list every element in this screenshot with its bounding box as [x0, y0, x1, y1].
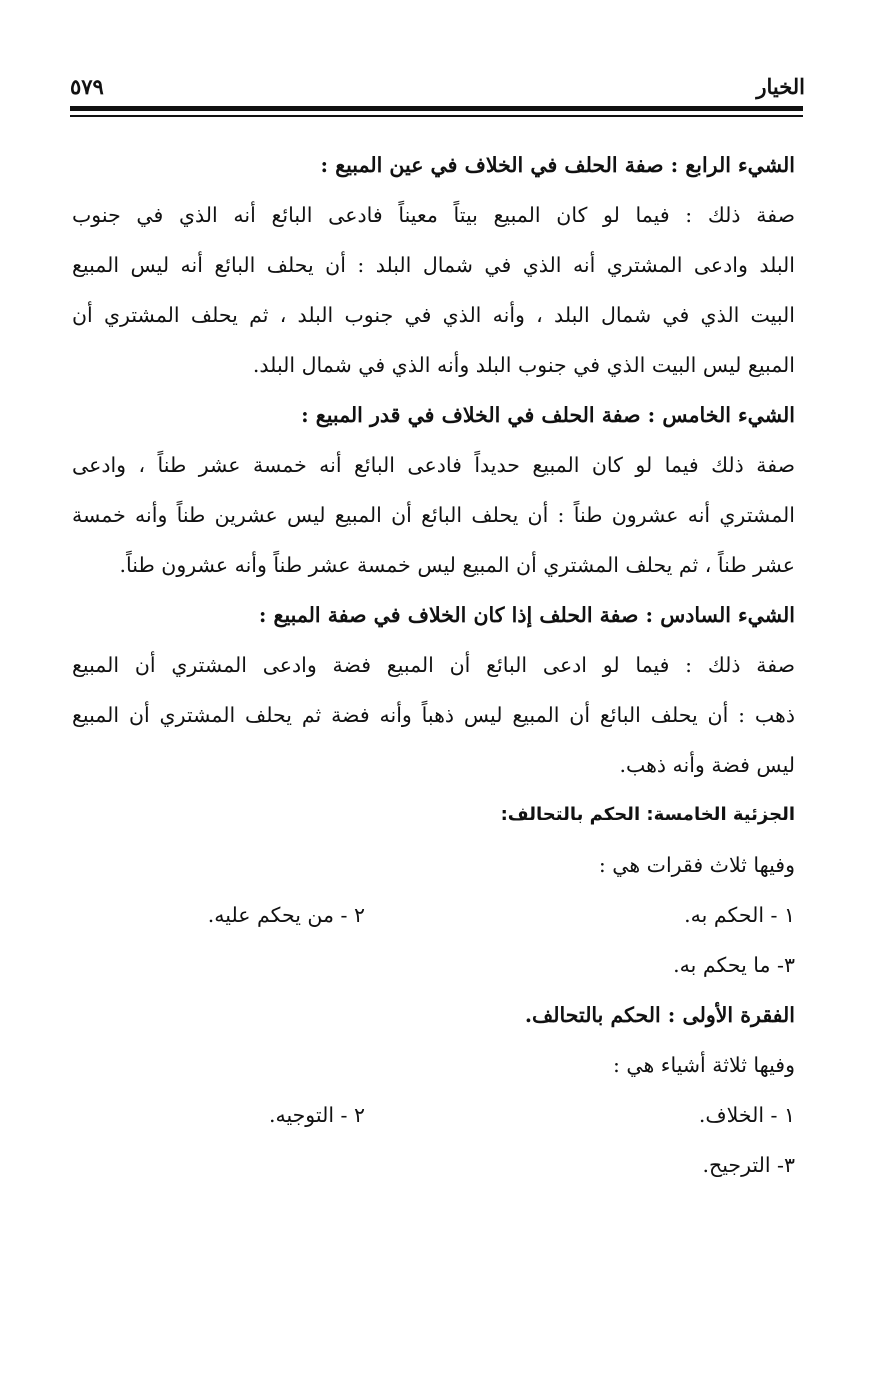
header-rule-thin: [70, 115, 803, 117]
paragraph-heading: الفقرة الأولى : الحكم بالتحالف.: [524, 1003, 795, 1027]
section-heading: الشيء الخامس : صفة الحلف في الخلاف في قدر المبيع :: [301, 403, 795, 427]
list-item: ١ - الحكم به.: [684, 903, 795, 927]
list-row: [72, 940, 795, 990]
paragraph-line: صفة ذلك فيما لو كان المبيع حديداً فادعى البائع أنه خمسة عشر طناً ، وادعى: [72, 453, 795, 477]
list-item: ٢ - التوجيه.: [268, 1103, 365, 1127]
section-heading: الشيء السادس : صفة الحلف إذا كان الخلاف في صفة المبيع :: [258, 603, 795, 627]
paragraph-line: البيت الذي في شمال البلد ، وأنه الذي في جنوب البلد ، ثم يحلف المشتري أن: [72, 303, 795, 327]
list-item: ١ - الخلاف.: [698, 1103, 795, 1127]
paragraph-line: المشتري أنه عشرون طناً : أن يحلف البائع أن المبيع ليس عشرين طناً وأنه خمسة: [72, 503, 795, 527]
part-subheading: الجزئية الخامسة: الحكم بالتحالف:: [500, 804, 795, 825]
paragraph-line: صفة ذلك : فيما لو ادعى البائع أن المبيع فضة وادعى المشتري أن المبيع: [72, 653, 795, 677]
list-item: ٣- الترجيح.: [702, 1153, 795, 1177]
section-heading: الشيء الرابع : صفة الحلف في الخلاف في عين المبيع :: [320, 153, 795, 177]
list-row: [72, 890, 795, 940]
list-item: ٣- ما يحكم به.: [673, 953, 795, 977]
paragraph-line: عشر طناً ، ثم يحلف المشتري أن المبيع ليس خمسة عشر طناً وأنه عشرون طناً.: [119, 553, 795, 577]
list-row: [72, 1140, 795, 1190]
paragraph-line: صفة ذلك : فيما لو كان المبيع بيتاً معيناً فادعى البائع أنه الذي في جنوب: [72, 203, 795, 227]
list-item: ٢ - من يحكم عليه.: [207, 903, 365, 927]
page-number: ٥٧٩: [70, 74, 104, 99]
paragraph-line: المبيع ليس البيت الذي في جنوب البلد وأنه الذي في شمال البلد.: [252, 353, 795, 377]
page-body: [72, 140, 795, 1190]
paragraph-line: ذهب : أن يحلف البائع أن المبيع ليس ذهباً وأنه فضة ثم يحلف المشتري أن المبيع: [72, 703, 795, 727]
paragraph-line: البلد وادعى المشتري أنه الذي في شمال البلد : أن يحلف البائع أنه ليس المبيع: [72, 253, 795, 277]
paragraph-intro: وفيها ثلاثة أشياء هي :: [612, 1053, 795, 1077]
running-header: [70, 64, 813, 104]
chapter-title: الخيار: [756, 74, 805, 99]
header-rule-thick: [70, 106, 803, 111]
list-row: [72, 1090, 795, 1140]
part-intro: وفيها ثلاث فقرات هي :: [598, 853, 795, 877]
paragraph-line: ليس فضة وأنه ذهب.: [619, 753, 795, 777]
